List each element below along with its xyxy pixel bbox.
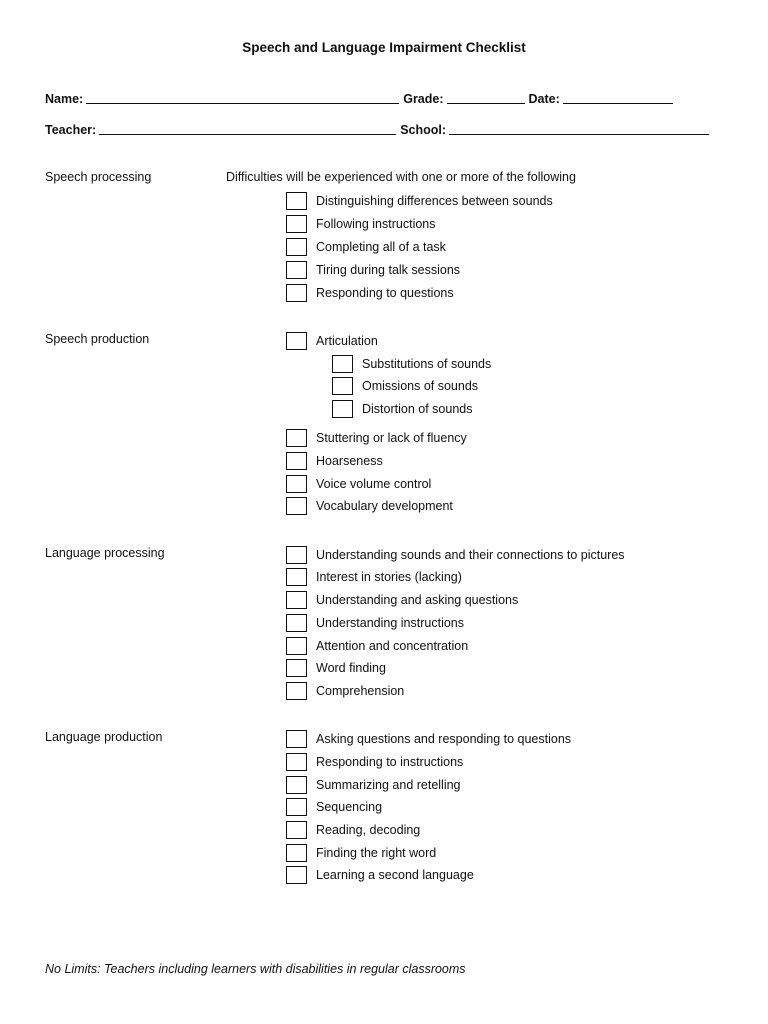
checkbox[interactable] bbox=[286, 866, 307, 884]
checkbox[interactable] bbox=[286, 497, 307, 515]
checklist-item bbox=[286, 636, 468, 655]
checklist-item bbox=[332, 354, 491, 373]
name-grade-date-row bbox=[45, 90, 721, 106]
section-title: Language processing bbox=[45, 546, 165, 560]
checklist-item bbox=[332, 376, 478, 395]
checkbox[interactable] bbox=[286, 776, 307, 794]
checklist-item-label: Vocabulary development bbox=[316, 498, 453, 513]
checklist-item-label: Attention and concentration bbox=[316, 638, 469, 653]
section-title: Speech production bbox=[45, 332, 150, 346]
school-label: School: bbox=[400, 123, 447, 137]
page-title: Speech and Language Impairment Checklist bbox=[242, 40, 526, 55]
checkbox[interactable] bbox=[286, 637, 307, 655]
checklist-item bbox=[286, 331, 378, 350]
checkbox[interactable] bbox=[286, 546, 307, 564]
checklist-item-label: Hoarseness bbox=[316, 453, 383, 468]
checklist-item-label: Sequencing bbox=[316, 799, 383, 814]
checkbox[interactable] bbox=[332, 377, 353, 395]
checklist-item-label: Understanding and asking questions bbox=[316, 592, 519, 607]
checkbox[interactable] bbox=[286, 429, 307, 447]
checkbox[interactable] bbox=[286, 844, 307, 862]
checklist-item bbox=[286, 191, 553, 210]
teacher-field[interactable] bbox=[99, 123, 396, 135]
checklist-item-label: Learning a second language bbox=[316, 867, 474, 882]
grade-label: Grade: bbox=[403, 92, 444, 106]
checklist-item-label: Stuttering or lack of fluency bbox=[316, 430, 467, 445]
checkbox[interactable] bbox=[332, 400, 353, 418]
checklist-item bbox=[286, 865, 474, 884]
checklist-item bbox=[286, 545, 625, 564]
checklist-item-label: Finding the right word bbox=[316, 845, 437, 860]
checklist-item-label: Omissions of sounds bbox=[362, 378, 479, 393]
school-field[interactable] bbox=[449, 123, 709, 135]
checklist-item bbox=[286, 752, 463, 771]
checklist-item bbox=[286, 729, 571, 748]
checklist-item bbox=[286, 496, 453, 515]
checklist-item-label: Reading, decoding bbox=[316, 822, 421, 837]
intro-text: Difficulties will be experienced with one or more of the following bbox=[226, 170, 576, 184]
footer-citation: No Limits: Teachers including learners with disabilities in regular classrooms bbox=[45, 962, 466, 976]
checklist-item bbox=[286, 260, 460, 279]
checklist-item-label: Distinguishing differences between sounds bbox=[316, 193, 553, 208]
checklist-item bbox=[286, 797, 382, 816]
checklist-item bbox=[286, 451, 383, 470]
name-label: Name: bbox=[45, 92, 84, 106]
checklist-item-label: Summarizing and retelling bbox=[316, 777, 461, 792]
checkbox[interactable] bbox=[286, 659, 307, 677]
checkbox[interactable] bbox=[286, 614, 307, 632]
checklist-item bbox=[286, 658, 386, 677]
checklist-item bbox=[332, 399, 472, 418]
checkbox[interactable] bbox=[286, 192, 307, 210]
section-title: Language production bbox=[45, 730, 163, 744]
checklist-item-label: Comprehension bbox=[316, 683, 405, 698]
checklist-item-label: Distortion of sounds bbox=[362, 401, 473, 416]
checklist-item bbox=[286, 775, 461, 794]
checkbox[interactable] bbox=[286, 284, 307, 302]
checklist-item-label: Understanding instructions bbox=[316, 615, 464, 630]
checkbox[interactable] bbox=[332, 355, 353, 373]
checklist-item-label: Understanding sounds and their connections to pictures bbox=[316, 547, 625, 562]
checkbox[interactable] bbox=[286, 798, 307, 816]
checklist-item-label: Tiring during talk sessions bbox=[316, 262, 461, 277]
checklist-item-label: Asking questions and responding to questions bbox=[316, 731, 572, 746]
checklist-item-label: Responding to questions bbox=[316, 285, 454, 300]
teacher-school-row bbox=[45, 121, 721, 137]
checklist-item-label: Completing all of a task bbox=[316, 239, 446, 254]
checkbox[interactable] bbox=[286, 215, 307, 233]
date-field[interactable] bbox=[563, 92, 673, 104]
teacher-label: Teacher: bbox=[45, 123, 97, 137]
checklist-item bbox=[286, 820, 420, 839]
checkbox[interactable] bbox=[286, 591, 307, 609]
checkbox[interactable] bbox=[286, 730, 307, 748]
checklist-item-label: Following instructions bbox=[316, 216, 436, 231]
grade-field[interactable] bbox=[447, 92, 525, 104]
checkbox[interactable] bbox=[286, 475, 307, 493]
checkbox[interactable] bbox=[286, 682, 307, 700]
date-label: Date: bbox=[528, 92, 560, 106]
checklist-item-label: Voice volume control bbox=[316, 476, 432, 491]
checklist-item bbox=[286, 237, 446, 256]
checklist-item bbox=[286, 474, 431, 493]
checkbox[interactable] bbox=[286, 568, 307, 586]
checklist-item bbox=[286, 214, 436, 233]
checklist-item bbox=[286, 681, 404, 700]
checkbox[interactable] bbox=[286, 332, 307, 350]
checklist-item-label: Substitutions of sounds bbox=[362, 356, 492, 371]
checkbox[interactable] bbox=[286, 753, 307, 771]
checklist-item-label: Responding to instructions bbox=[316, 754, 464, 769]
checklist-item bbox=[286, 283, 454, 302]
checklist-item bbox=[286, 613, 464, 632]
checklist-item-label: Interest in stories (lacking) bbox=[316, 569, 462, 584]
name-field[interactable] bbox=[86, 92, 399, 104]
section-title: Speech processing bbox=[45, 170, 152, 184]
checkbox[interactable] bbox=[286, 238, 307, 256]
checklist-item bbox=[286, 567, 462, 586]
checkbox[interactable] bbox=[286, 821, 307, 839]
checkbox[interactable] bbox=[286, 452, 307, 470]
checklist-item bbox=[286, 590, 518, 609]
checkbox[interactable] bbox=[286, 261, 307, 279]
checklist-item-label: Word finding bbox=[316, 660, 386, 675]
checklist-item bbox=[286, 843, 436, 862]
checklist-item bbox=[286, 428, 467, 447]
checklist-item-label: Articulation bbox=[316, 333, 378, 348]
